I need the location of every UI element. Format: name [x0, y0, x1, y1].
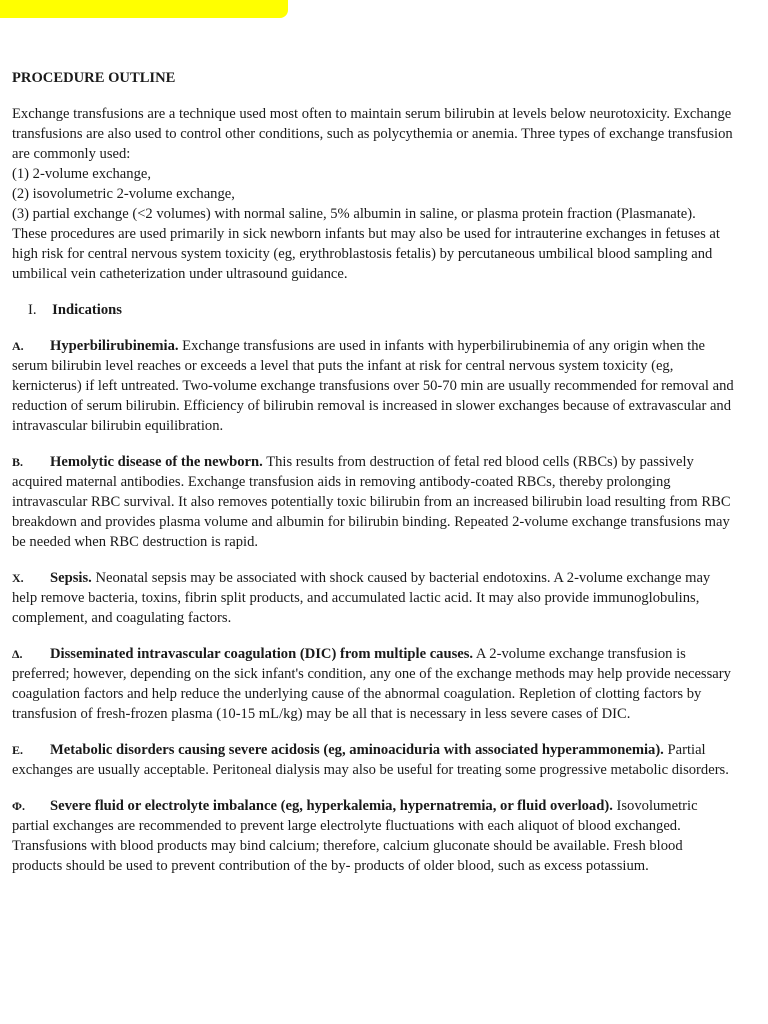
intro-list-item-3: (3) partial exchange (<2 volumes) with normal saline, 5% albumin in saline, or plasma protein fraction (Plasmanate). — [12, 206, 696, 222]
indication-marker: Φ. — [12, 799, 25, 813]
intro-list-item-2: (2) isovolumetric 2-volume exchange, — [12, 186, 235, 202]
indication-marker: X. — [12, 571, 24, 585]
indication-title: Metabolic disorders causing severe acidosis (eg, aminoaciduria with associated hyperammonemia). — [50, 742, 664, 758]
intro-list-item-1: (1) 2-volume exchange, — [12, 166, 151, 182]
intro-closing-paragraph: These procedures are used primarily in sick newborn infants but may also be used for intrauterine exchanges in fetuses at high risk for central nervous system toxicity (eg, erythroblastosis fetalis) by percutaneous umbilical blood sampling and umbilical vein catheterization under ultrasound guidance. — [12, 226, 720, 282]
indication-item — [12, 740, 734, 780]
indication-text: Neonatal sepsis may be associated with shock caused by bacterial endotoxins. A 2-volume exchange may help remove bacteria, toxins, fibrin split products, and accumulated lactic acid. It may also provide immunoglobulins, complement, and coagulating factors. — [12, 570, 711, 626]
indication-title: Severe fluid or electrolyte imbalance (eg, hyperkalemia, hypernatremia, or fluid overload). — [50, 798, 613, 814]
section-title: Indications — [52, 302, 122, 318]
indication-title: Hyperbilirubinemia. — [50, 338, 179, 354]
indication-marker: E. — [12, 743, 24, 757]
intro-paragraph: Exchange transfusions are a technique used most often to maintain serum bilirubin at levels below neurotoxicity. Exchange transfusions are also used to control other conditions, such as polycythemia or anemia. Three types of exchange transfusion are commonly used: — [12, 106, 733, 162]
indication-text: Partial exchanges are usually acceptable. Peritoneal dialysis may also be useful for treating some progressive metabolic disorders. — [12, 742, 729, 778]
highlight-bar — [0, 0, 288, 18]
indication-marker: A. — [12, 339, 24, 353]
indication-item — [12, 452, 734, 552]
indication-title: Hemolytic disease of the newborn. — [50, 454, 263, 470]
indication-marker: Δ. — [12, 647, 23, 661]
section-numeral: I. — [28, 302, 37, 318]
indication-text: Isovolumetric partial exchanges are recommended to prevent large electrolyte fluctuations with each aliquot of blood exchanged. Transfusions with blood products may bind calcium; therefore, calcium gluconate should be available. Fresh blood products should be used to prevent contribution of the by- products of older blood, such as excess potassium. — [12, 798, 698, 874]
section-heading — [28, 300, 734, 320]
page-heading: PROCEDURE OUTLINE — [12, 70, 176, 86]
indication-title: Sepsis. — [50, 570, 92, 586]
indication-title: Disseminated intravascular coagulation (DIC) from multiple causes. — [50, 646, 474, 662]
indication-text: A 2-volume exchange transfusion is preferred; however, depending on the sick infant's condition, any one of the exchange methods may help provide necessary coagulation factors and help reduce the underlying cause of the abnormal coagulation. Repletion of clotting factors by transfusion of fresh-frozen plasma (10-15 mL/kg) may be all that is necessary in less severe cases of DIC. — [12, 646, 731, 722]
indication-text: This results from destruction of fetal red blood cells (RBCs) by passively acquired maternal antibodies. Exchange transfusion aids in removing antibody-coated RBCs, thereby prolonging intravascular RBC survival. It also removes potentially toxic bilirubin from an increased bilirubin load resulting from RBC breakdown and provides plasma volume and albumin for bilirubin binding. Repeated 2-volume exchange transfusions may be needed when RBC destruction is rapid. — [12, 454, 731, 550]
indication-item — [12, 336, 734, 436]
indication-item — [12, 644, 734, 724]
indication-item — [12, 568, 734, 628]
indication-text: Exchange transfusions are used in infants with hyperbilirubinemia of any origin when the serum bilirubin level reaches or exceeds a level that puts the infant at risk for central nervous system toxicity (eg, kernicterus) if left untreated. Two-volume exchange transfusions over 50-70 min are usually recommended for removal and reduction of serum bilirubin. Efficiency of bilirubin removal is increased in slower exchanges because of extravascular and intravascular bilirubin equilibration. — [12, 338, 734, 434]
indication-marker: B. — [12, 455, 24, 469]
intro-section — [12, 104, 734, 284]
indication-item — [12, 796, 734, 876]
document-body — [12, 68, 734, 892]
